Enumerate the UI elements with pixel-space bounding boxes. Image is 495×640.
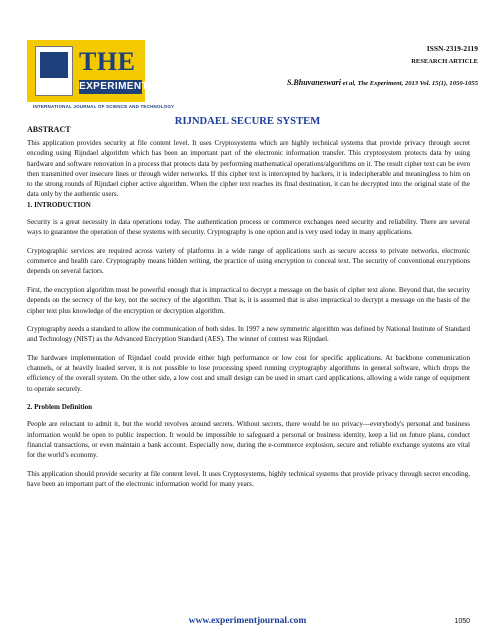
intro-paragraph: Cryptography needs a standard to allow the communication of both sides. In 1997 a new symmetric algorithm was defined by National Institute of Standard and Technology (NIST) as the Advanced Encryption Standard (AES). The winner of contest was Rijndael. <box>27 325 470 344</box>
intro-paragraph: Cryptographic services are required across variety of platforms in a wide range of applications such as secure access to private networks, electronic commerce and health care. Cryptography means hidden writing, the practice of using encryption to conceal text. The security of conventional encryptions depends on several factors. <box>27 246 470 276</box>
citation <box>287 78 478 87</box>
logo-experiment-text: EXPERIMENT <box>79 81 149 92</box>
problem-paragraph: This application should provide security at file content level. It uses Cryptosystems, highly technical systems that provide privacy through secret encoding, have been an important part of the electronic information world for many years. <box>27 469 470 489</box>
intro-paragraph: The hardware implementation of Rijndael could provide either high performance or low cost for specific applications. At backbone communication channels, or at heavily loaded server, it is not possible to lose processing speed running cryptography algorithms in general software, which drops the efficiency of the overall system. On the other side, a low cost and small design can be used in smart card applications, allowing a wide range of equipment to operate securely. <box>27 353 470 393</box>
citation-author: S.Bhuvaneswari <box>286 78 341 87</box>
footer-url[interactable]: www.experimentjournal.com <box>188 616 307 626</box>
citation-details: et al, The Experiment, 2013 Vol. 15(1), 1050-1055 <box>341 80 478 87</box>
abstract-text: This application provides security at file content level. It uses Cryptosystems which are highly technical systems that provide privacy through secret encoding using Rijndael algorithm which has been an important part of the electronic information transfer. This cryptosystem protects data by using hardware and software renovation in a process that protects data by performing mathematical operations/algorithms on it. The result cipher text can be even then transmitted over insecure lines or through wider networks. If this cipher text is intercepted by hackers, it is indecipherable and meaningless to him on to the strong rounds of Rijndael cipher active algorithm. When the cipher text reaches its final destination, it can be decrypted into the original state of the data only by the authentic users. <box>27 139 470 199</box>
problem-paragraph: People are reluctant to admit it, but the world revolves around secrets. Without secrets, there would be no privacy—everybody's personal and business information would be open to public inspection. It would be impossible to safeguard a personal or business identity, keep a lid on future plans, conduct financial transactions, or even maintain a bank account. Especially now, during the e-commerce explosion, secure and reliable exchange systems are vital for the world’s economy. <box>27 420 470 460</box>
logo-the-text: THE <box>79 47 136 76</box>
intro-heading: 1. INTRODUCTION <box>27 200 91 209</box>
logo-emblem-mark <box>40 52 68 78</box>
article-title: RIJNDAEL SECURE SYSTEM <box>174 116 321 127</box>
page-number: 1050 <box>454 618 470 625</box>
problem-heading: 2. Problem Definition <box>27 403 93 412</box>
article-body <box>27 138 470 498</box>
intro-paragraph: Security is a great necessity in data operations today. The authentication process or commerce exchanges need security and reliability. There are several ways to guarantee the operation of these systems with security. Cryptography is one option and is very used today in many applications. <box>27 218 470 237</box>
logo-subtitle: INTERNATIONAL JOURNAL OF SCIENCE AND TECHNOLOGY <box>33 104 175 109</box>
issn: ISSN-2319-2119 <box>426 44 478 53</box>
intro-paragraph: First, the encryption algorithm must be powerful enough that is impractical to decrypt a message on the basis of cipher text alone. Beyond that, the security depends on the secrecy of the key, not the secrecy of the algorithm. That is, it is assumed that is also impractical to decrypt a message on the basis of the cipher text plus knowledge of the encryption or decryption algorithm. <box>27 285 470 315</box>
article-type: RESEARCH ARTICLE <box>411 58 478 65</box>
abstract-heading: ABSTRACT <box>27 125 71 134</box>
